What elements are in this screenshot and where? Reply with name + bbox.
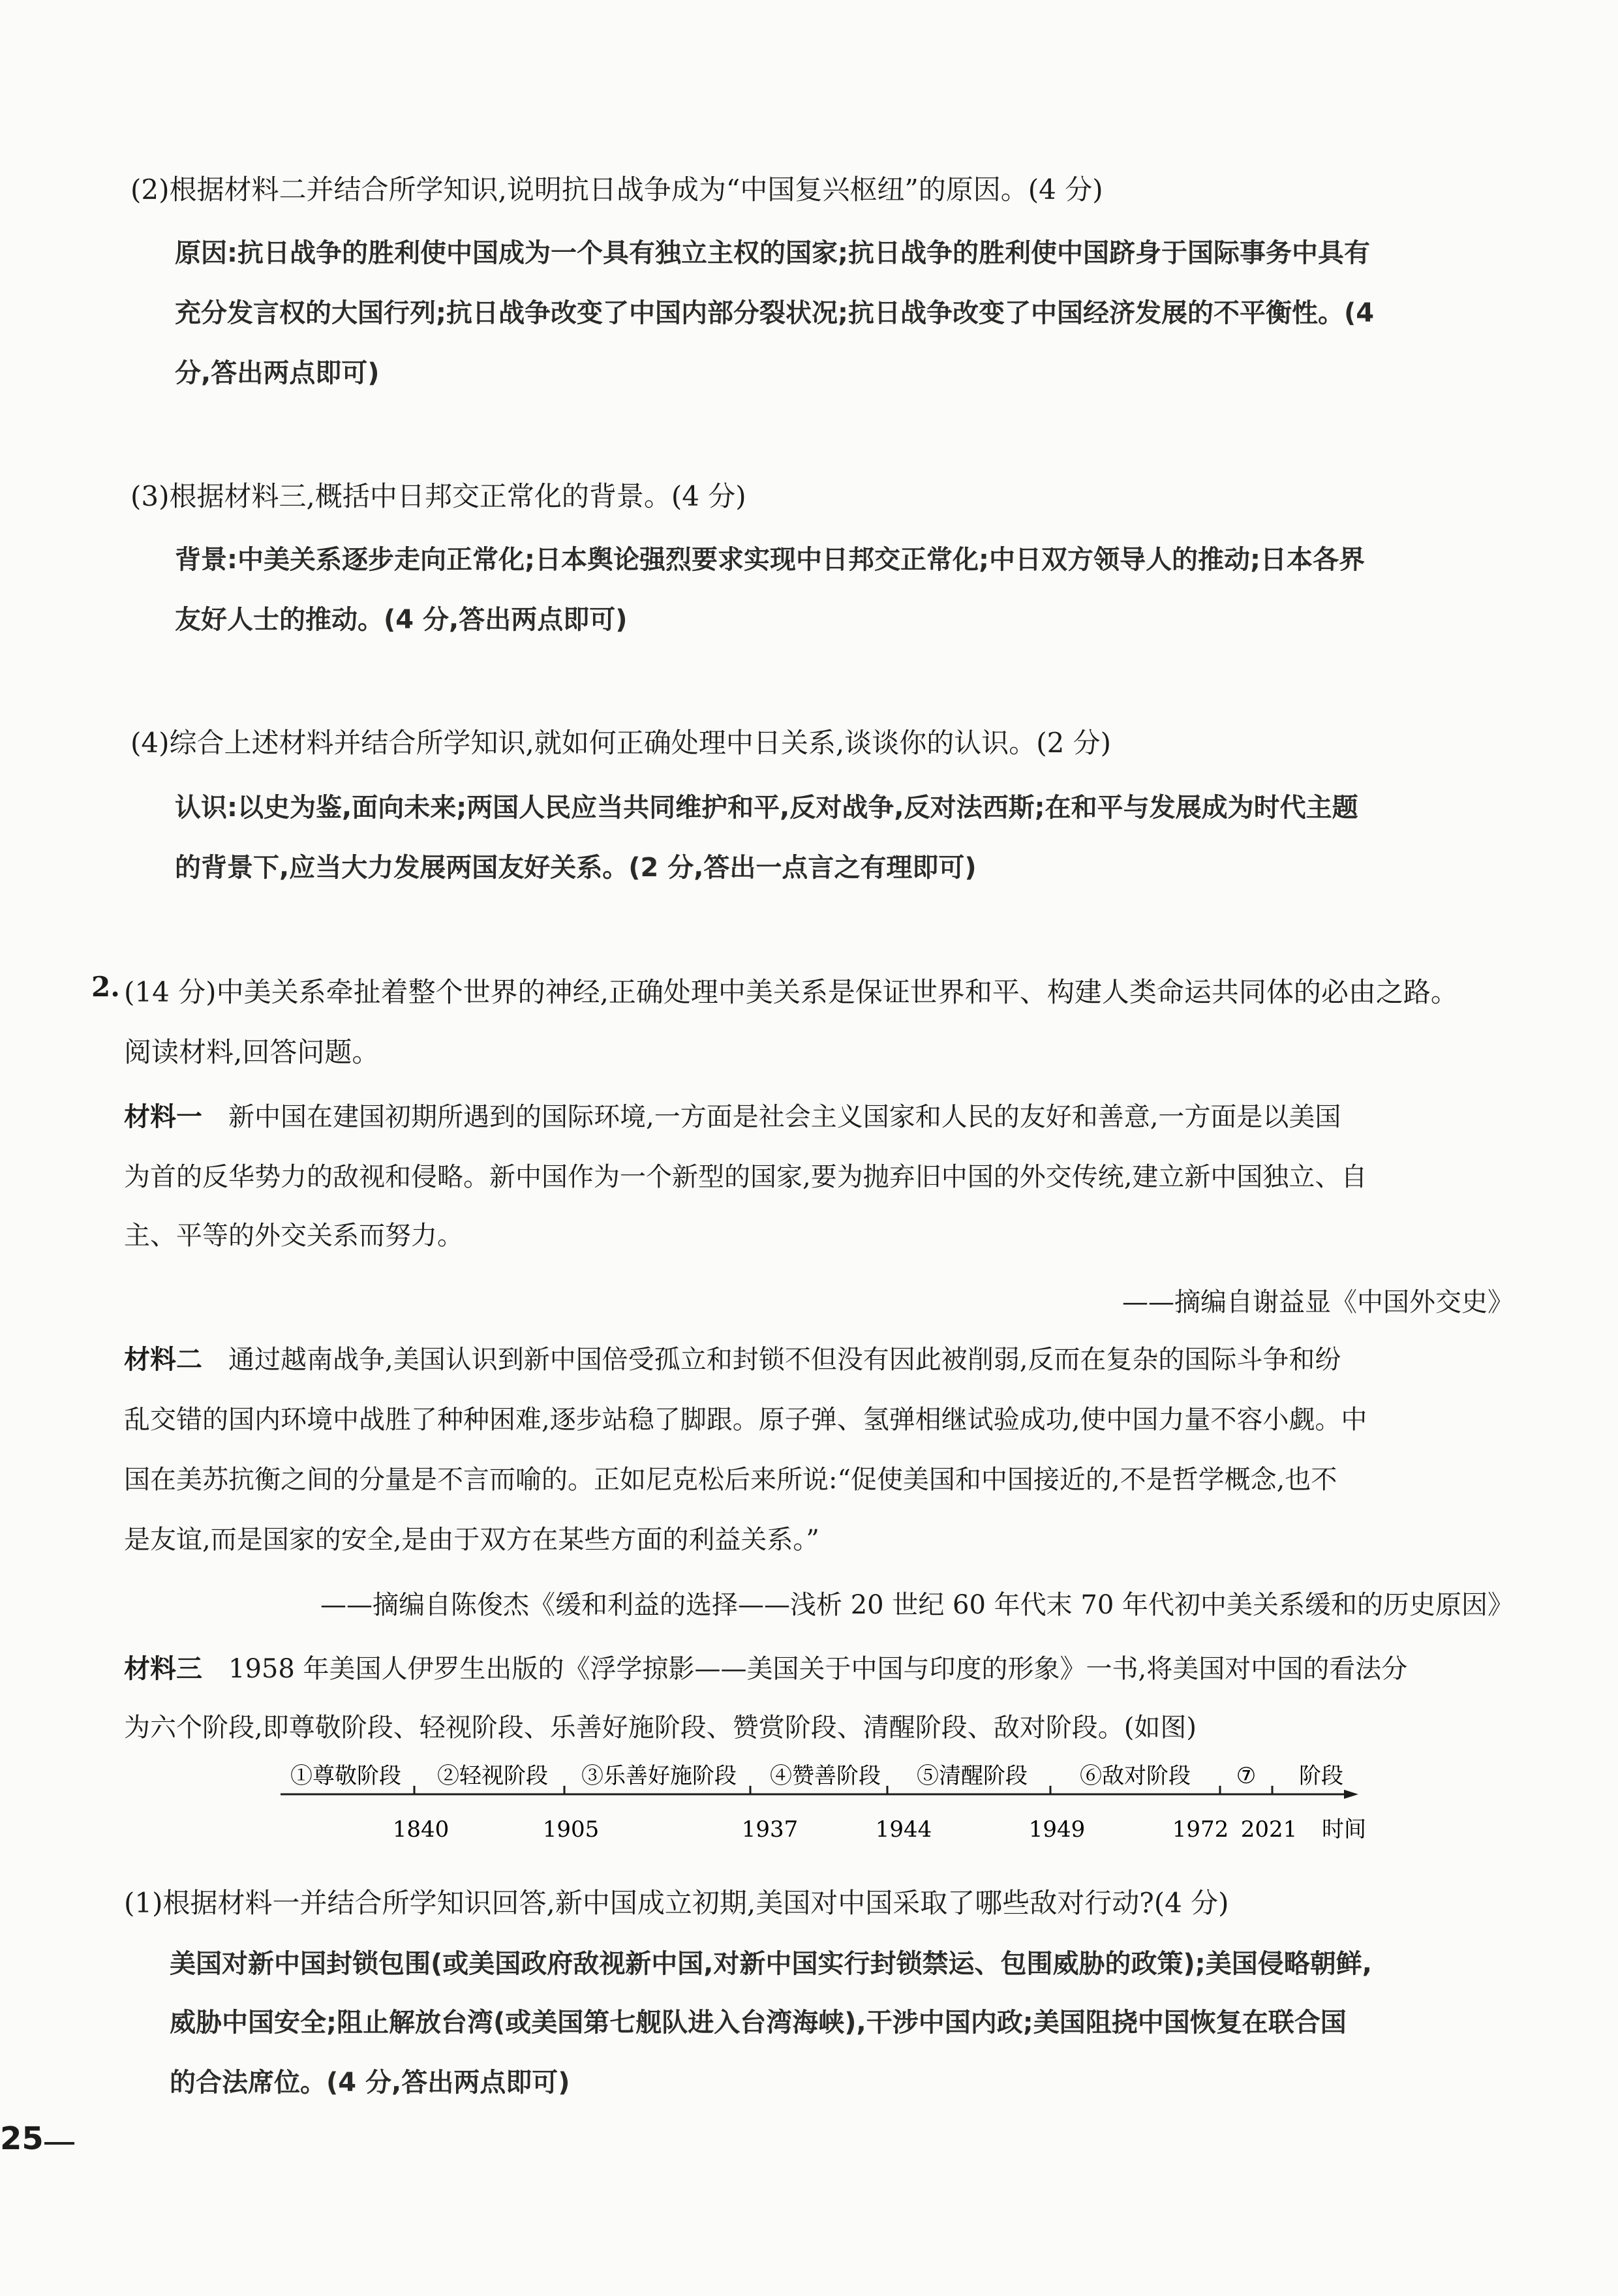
stage-timeline xyxy=(274,1758,1383,1856)
material-2-label: 材料二 xyxy=(124,1345,202,1375)
material-text: 为首的反华势力的敌视和侵略。新中国作为一个新型的国家,要为抛弃旧中国的外交传统,建立新中国独立、自 xyxy=(124,1162,1367,1192)
answer-line: 分,答出两点即可) xyxy=(175,358,380,388)
timeline-year-label: 1840 xyxy=(392,1816,450,1843)
answer-line: 美国对新中国封锁包围(或美国政府敌视新中国,对新中国实行封锁禁运、包围威胁的政策);美国侵略朝鲜, xyxy=(170,1949,1372,1979)
question-1-4: (4)综合上述材料并结合所学知识,就如何正确处理中日关系,谈谈你的认识。(2 分) xyxy=(130,727,1112,759)
timeline-stage-label: ①尊敬阶段 xyxy=(290,1763,401,1789)
question-2-1: (1)根据材料一并结合所学知识回答,新中国成立初期,美国对中国采取了哪些敌对行动?(4 分) xyxy=(124,1887,1229,1919)
answer-line: 充分发言权的大国行列;抗日战争改变了中国内部分裂状况;抗日战争改变了中国经济发展的不平衡性。(4 xyxy=(175,298,1375,328)
material-1-label: 材料一 xyxy=(124,1102,202,1132)
answer-line: 认识:以史为鉴,面向未来;两国人民应当共同维护和平,反对战争,反对法西斯;在和平与发展成为时代主题 xyxy=(175,793,1358,823)
timeline-stage-label: ⑦ xyxy=(1236,1763,1257,1789)
material-text: 为六个阶段,即尊敬阶段、轻视阶段、乐善好施阶段、赞赏阶段、清醒阶段、敌对阶段。(如图) xyxy=(124,1713,1197,1743)
timeline-stage-label: ②轻视阶段 xyxy=(437,1763,548,1789)
timeline-stage-label: ③乐善好施阶段 xyxy=(581,1763,737,1789)
timeline-year-label: 2021 xyxy=(1240,1816,1298,1843)
question-1-2: (2)根据材料二并结合所学知识,说明抗日战争成为“中国复兴枢纽”的原因。(4 分) xyxy=(130,174,1103,206)
question-1-3: (3)根据材料三,概括中日邦交正常化的背景。(4 分) xyxy=(130,480,746,512)
timeline-stage-label: ④赞善阶段 xyxy=(770,1763,881,1789)
answer-line: 的合法席位。(4 分,答出两点即可) xyxy=(170,2068,570,2098)
material-text: 主、平等的外交关系而努力。 xyxy=(124,1221,463,1251)
timeline-stage-label: ⑤清醒阶段 xyxy=(917,1763,1028,1789)
material-2 xyxy=(124,1339,1341,1376)
material-3-label: 材料三 xyxy=(124,1654,202,1684)
answer-line: 原因:抗日战争的胜利使中国成为一个具有独立主权的国家;抗日战争的胜利使中国跻身于国际事务中具有 xyxy=(175,238,1370,268)
material-text: 新中国在建国初期所遇到的国际环境,一方面是社会主义国家和人民的友好和善意,一方面是以美国 xyxy=(228,1102,1341,1132)
material-text: 通过越南战争,美国认识到新中国倍受孤立和封锁不但没有因此被削弱,反而在复杂的国际斗争和纷 xyxy=(228,1345,1341,1375)
answer-line: 友好人士的推动。(4 分,答出两点即可) xyxy=(175,605,628,635)
page-number: 25 xyxy=(0,2120,44,2157)
answer-line: 背景:中美关系逐步走向正常化;日本舆论强烈要求实现中日邦交正常化;中日双方领导人的推动;日本各界 xyxy=(175,545,1365,575)
timeline-arrow xyxy=(1344,1790,1358,1799)
timeline-year-label: 1905 xyxy=(542,1816,600,1843)
material-text: 国在美苏抗衡之间的分量是不言而喻的。正如尼克松后来所说:“促使美国和中国接近的,不是哲学概念,也不 xyxy=(124,1465,1337,1495)
answer-line: 威胁中国安全;阻止解放台湾(或美国第七舰队进入台湾海峡),干涉中国内政;美国阻挠中国恢复在联合国 xyxy=(170,2008,1347,2038)
question-2-stem: 阅读材料,回答问题。 xyxy=(124,1036,380,1068)
timeline-year-label: 1972 xyxy=(1172,1816,1229,1843)
question-2-number: 2. xyxy=(91,971,120,1003)
question-2-stem: (14 分)中美关系牵扯着整个世界的神经,正确处理中美关系是保证世界和平、构建人类命运共同体的必由之路。 xyxy=(124,976,1458,1008)
timeline-year-label: 1937 xyxy=(741,1816,799,1843)
material-2-source: ——摘编自陈俊杰《缓和利益的选择——浅析 20 世纪 60 年代末 70 年代初中美关系缓和的历史原因》 xyxy=(320,1590,1514,1620)
material-text: 乱交错的国内环境中战胜了种种困难,逐步站稳了脚跟。原子弹、氢弹相继试验成功,使中国力量不容小觑。中 xyxy=(124,1405,1367,1435)
material-text: 1958 年美国人伊罗生出版的《浮学掠影——美国关于中国与印度的形象》一书,将美国对中国的看法分 xyxy=(228,1654,1408,1684)
page-number-dash xyxy=(44,2142,74,2145)
timeline-stage-label: ⑥敌对阶段 xyxy=(1080,1763,1191,1789)
timeline-year-label: 1949 xyxy=(1028,1816,1086,1843)
material-1-source: ——摘编自谢益显《中国外交史》 xyxy=(1122,1287,1514,1317)
material-1 xyxy=(124,1096,1341,1133)
timeline-axis-bottom-label: 时间 xyxy=(1322,1816,1366,1843)
answer-line: 的背景下,应当大力发展两国友好关系。(2 分,答出一点言之有理即可) xyxy=(175,853,977,883)
material-text: 是友谊,而是国家的安全,是由于双方在某些方面的利益关系。” xyxy=(124,1525,819,1555)
material-3 xyxy=(124,1648,1407,1685)
timeline-axis-top-label: 阶段 xyxy=(1299,1763,1343,1789)
timeline-year-label: 1944 xyxy=(875,1816,932,1843)
